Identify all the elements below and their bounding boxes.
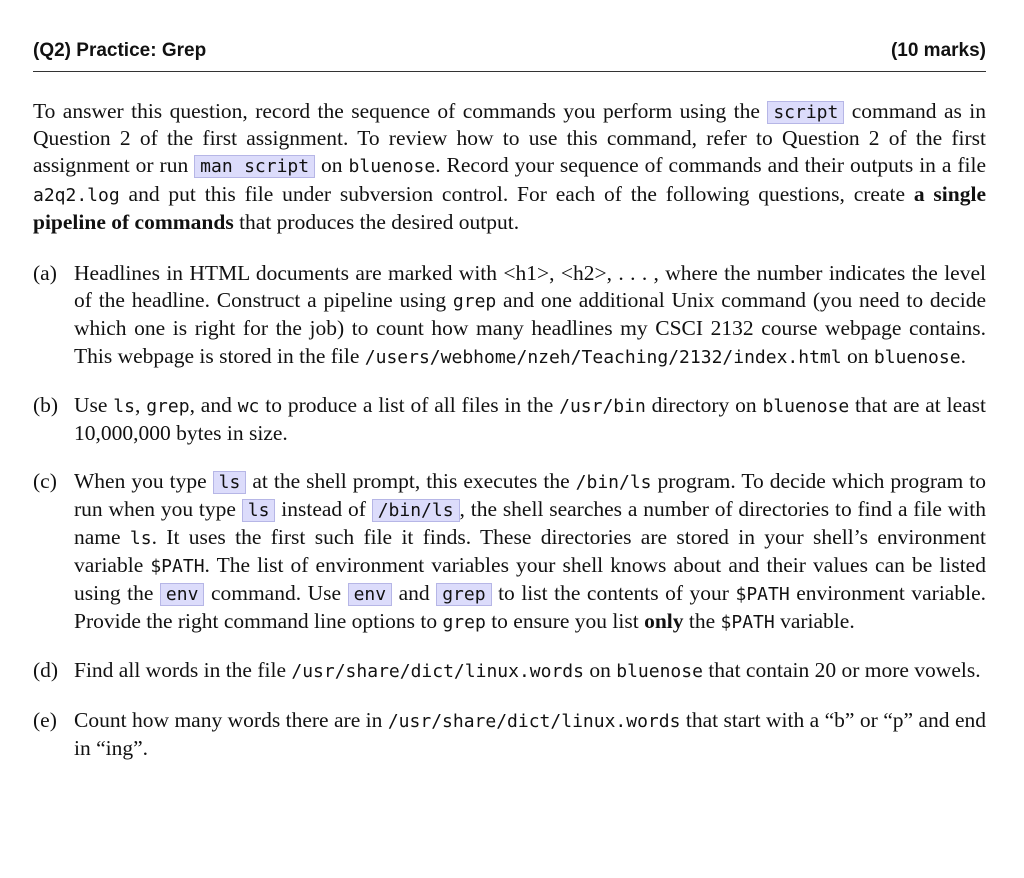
command-highlight: env	[348, 583, 393, 606]
text-span: program. To decide which program to run when you type	[74, 469, 986, 522]
intro-paragraph	[33, 98, 986, 236]
text-span: ,	[134, 392, 147, 417]
text-span: variable.	[774, 609, 855, 634]
item-label: (c)	[33, 469, 57, 494]
text-span: , the shell searches a number of directories to find a file with name	[74, 497, 986, 549]
inline-code: $PATH	[720, 612, 775, 634]
inline-code: grep	[442, 612, 486, 634]
inline-code: a2q2.log	[33, 184, 120, 206]
item-text	[74, 260, 986, 371]
inline-code: bluenose	[873, 346, 961, 368]
text-span: on	[841, 343, 874, 368]
question-item-b	[33, 392, 986, 447]
inline-code: /bin/ls	[575, 472, 652, 494]
inline-code: wc	[237, 395, 260, 417]
inline-code: /usr/bin	[559, 395, 646, 417]
item-text	[74, 657, 986, 685]
question-list	[33, 260, 986, 762]
document-page	[33, 40, 986, 783]
command-highlight: grep	[436, 583, 491, 606]
text-span: command. Use	[204, 581, 348, 606]
text-span: , and	[189, 392, 238, 417]
item-label: (a)	[33, 261, 57, 286]
inline-code: grep	[146, 395, 190, 417]
inline-code: /users/webhome/nzeh/Teaching/2132/index.html	[364, 346, 842, 368]
command-highlight: /bin/ls	[372, 499, 460, 522]
text-span: at the shell prompt, this executes the	[246, 469, 576, 494]
text-span: and	[392, 581, 437, 606]
text-span: that contain 20 or more vowels.	[702, 658, 981, 683]
inline-code: ls	[129, 527, 152, 549]
intro-text: . Record your sequence of commands and their outputs in a file	[435, 153, 987, 178]
text-span: Find all words in the file	[74, 658, 292, 683]
item-label: (b)	[33, 392, 59, 417]
question-header	[33, 40, 986, 72]
question-marks: (10 marks)	[890, 40, 986, 61]
inline-code: ls	[113, 395, 135, 417]
emphasis-text: a single pipeline of commands	[33, 181, 986, 234]
item-label: (e)	[33, 707, 57, 732]
text-span: . It uses the first such file it finds. These directories are stored in your shell’s environment variable	[74, 524, 987, 577]
text-span: directory on	[645, 392, 763, 417]
text-span: that are at least 10,000,000 bytes in size.	[74, 392, 987, 446]
question-item-c	[33, 468, 986, 636]
inline-code: bluenose	[616, 661, 703, 683]
inline-code: bluenose	[348, 156, 436, 178]
text-span: When you type	[74, 469, 213, 494]
text-span: Headlines in HTML documents are marked with <h1>, <h2>, . . . , where the number indicates the level of the headline. Construct a pipeline using	[74, 261, 986, 313]
intro-text: that produces the desired output.	[233, 209, 520, 234]
text-span: . The list of environment variables your shell knows about and their values can be listed using the	[74, 552, 986, 606]
inline-code: $PATH	[735, 584, 790, 606]
item-label: (d)	[33, 658, 59, 683]
text-span: on	[583, 658, 617, 683]
item-text	[74, 392, 986, 447]
text-span: Use	[74, 392, 114, 417]
inline-code: /usr/share/dict/linux.words	[291, 661, 584, 683]
item-text	[74, 468, 986, 636]
inline-code: bluenose	[762, 395, 850, 417]
command-highlight: script	[767, 101, 844, 124]
command-highlight: ls	[213, 471, 247, 494]
intro-text: on	[315, 153, 349, 178]
text-span: that start with a “b” or “p” and end in “ing”.	[74, 707, 986, 760]
inline-code: grep	[452, 291, 497, 313]
text-span: instead of	[275, 497, 372, 522]
command-highlight: ls	[242, 499, 276, 522]
text-span: to list the contents of your	[491, 581, 736, 606]
inline-code: $PATH	[150, 555, 205, 577]
question-item-d	[33, 657, 986, 685]
text-span: Count how many words there are in	[74, 707, 388, 732]
inline-code: /usr/share/dict/linux.words	[387, 710, 681, 732]
text-span: to ensure you list	[485, 609, 645, 634]
text-span: the	[683, 609, 721, 634]
question-title: (Q2) Practice: Grep	[33, 40, 207, 61]
intro-text: and put this file under subversion control. For each of the following questions, create	[119, 181, 914, 206]
intro-text: To answer this question, record the sequence of commands you perform using the	[33, 99, 768, 123]
text-span: .	[960, 343, 966, 368]
text-span: and one additional Unix command (you need to decide which one is right for the job) to count how many headlines my CSCI 2132 course webpage contains. This webpage is stored in the file	[74, 288, 987, 368]
command-highlight: man script	[194, 155, 315, 178]
text-span: to produce a list of all files in the	[259, 392, 560, 417]
command-highlight: env	[160, 583, 205, 606]
item-text	[74, 707, 986, 762]
text-span: environment variable. Provide the right command line options to	[74, 581, 986, 634]
emphasis-text: only	[644, 609, 684, 634]
question-item-e	[33, 707, 986, 762]
intro-text: command as in Question 2 of the first assignment. To review how to use this command, refer to Question 2 of the first assignment or run	[33, 99, 986, 178]
question-item-a	[33, 260, 986, 371]
